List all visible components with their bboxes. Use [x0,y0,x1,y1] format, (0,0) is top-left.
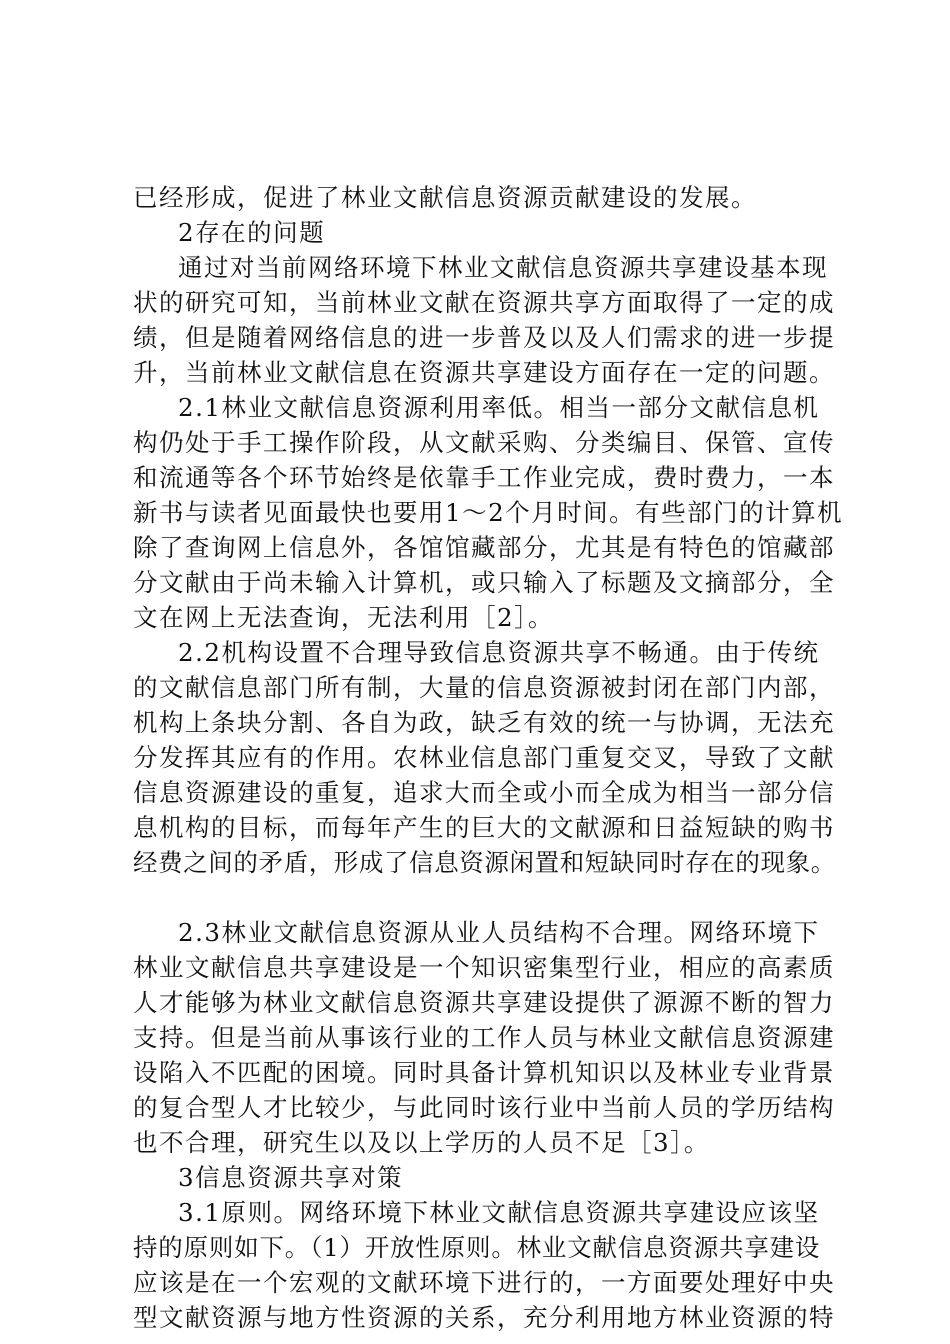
section-heading: 2存在的问题 [178,218,326,247]
text-line: 2.1林业文献信息资源利用率低。相当一部分文献信息机 [178,393,820,422]
text-line: 绩，但是随着网络信息的进一步普及以及人们需求的进一步提 [133,323,835,352]
text-line: 已经形成，促进了林业文献信息资源贡献建设的发展。 [133,183,757,212]
text-line: 持的原则如下。（1）开放性原则。林业文献信息资源共享建设 [133,1233,821,1262]
text-line: 和流通等各个环节始终是依靠手工作业完成，费时费力，一本 [133,463,835,492]
text-line: 3.1原则。网络环境下林业文献信息资源共享建设应该坚 [178,1198,820,1227]
text-line: 除了查询网上信息外，各馆馆藏部分，尤其是有特色的馆藏部 [133,533,835,562]
text-line: 应该是在一个宏观的文献环境下进行的，一方面要处理好中央 [133,1268,835,1297]
text-line: 息机构的目标，而每年产生的巨大的文献源和日益短缺的购书 [133,813,835,842]
section-heading: 3信息资源共享对策 [178,1163,404,1192]
text-line: 构仍处于手工操作阶段，从文献采购、分类编目、保管、宣传 [133,428,835,457]
text-line: 的复合型人才比较少，与此同时该行业中当前人员的学历结构 [133,1093,835,1122]
text-line: 文在网上无法查询，无法利用［2］。 [133,603,554,632]
text-line: 新书与读者见面最快也要用1～2个月时间。有些部门的计算机 [133,498,844,527]
text-line: 通过对当前网络环境下林业文献信息资源共享建设基本现 [178,253,828,282]
text-line: 信息资源建设的重复，追求大而全或小而全成为相当一部分信 [133,778,835,807]
text-line: 分发挥其应有的作用。农林业信息部门重复交叉，导致了文献 [133,743,835,772]
text-line: 分文献由于尚未输入计算机，或只输入了标题及文摘部分，全 [133,568,835,597]
text-line: 型文献资源与地方性资源的关系，充分利用地方林业资源的特 [133,1303,835,1332]
text-line: 的文献信息部门所有制，大量的信息资源被封闭在部门内部， [133,673,835,702]
text-line: 经费之间的矛盾，形成了信息资源闲置和短缺同时存在的现象。 [133,848,836,877]
text-line: 人才能够为林业文献信息资源共享建设提供了源源不断的智力 [133,988,835,1017]
text-line: 2.3林业文献信息资源从业人员结构不合理。网络环境下 [178,918,820,947]
text-line: 2.2机构设置不合理导致信息资源共享不畅通。由于传统 [178,638,820,667]
text-line: 林业文献信息共享建设是一个知识密集型行业，相应的高素质 [133,953,835,982]
text-line: 机构上条块分割、各自为政，缺乏有效的统一与协调，无法充 [133,708,835,737]
text-line: 也不合理，研究生以及以上学历的人员不足［3］。 [133,1128,710,1157]
text-line: 设陷入不匹配的困境。同时具备计算机知识以及林业专业背景 [133,1058,835,1087]
text-line: 支持。但是当前从事该行业的工作人员与林业文献信息资源建 [133,1023,835,1052]
text-line: 状的研究可知，当前林业文献在资源共享方面取得了一定的成 [133,288,835,317]
text-line: 升，当前林业文献信息在资源共享建设方面存在一定的问题。 [133,358,835,387]
